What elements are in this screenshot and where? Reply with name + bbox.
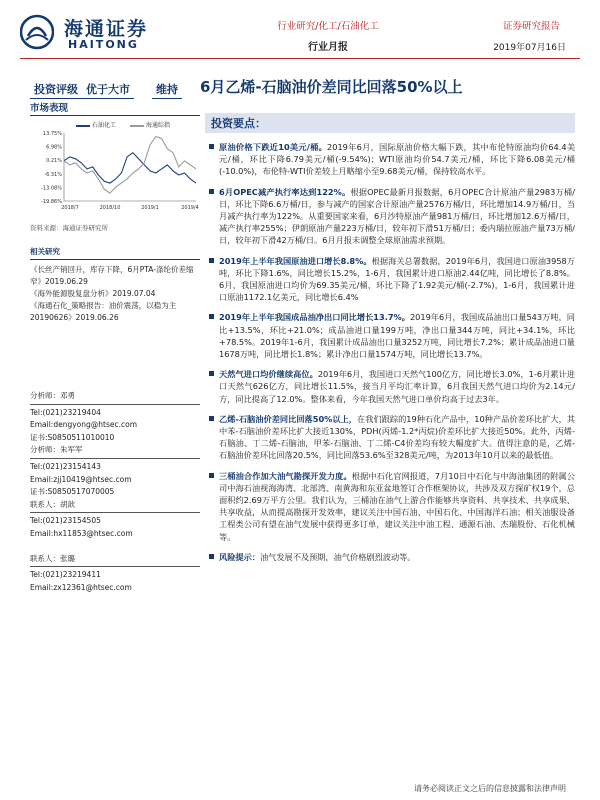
key-point [205,413,575,462]
analyst-tel: Tel:(021)23219411 [30,570,101,580]
page-title: 6月乙烯-石脑油价差同比回落50%以上 [200,78,463,96]
logo-en: HAITONG [68,38,139,51]
disclaimer-footer: 请务必阅读正文之后的信息披露和法律声明 [414,784,566,793]
x-tick-label: 2018/7 [61,205,79,211]
haitong-emblem-icon [20,14,54,50]
key-point [205,551,575,563]
y-tick-label: 0.21% [46,158,62,165]
header-divider [20,58,580,59]
x-tick-label: 2019/4 [181,205,199,211]
key-point [205,255,575,304]
key-point-title: 三桶油合作加大油气勘探开发力度。 [219,470,352,481]
key-point-text: 根据中石化官网报道，7月10日中石化与中海油集团的附属公司中海石油视海海湾、北部湾、南黄海和东亚盆地签订合作框架协议，共涉及双方探矿权19个，总面积约2.69万平方公里。我们认为，三桶油在油气上游合作能够共享资料、共享技术、共享成果、共享收益，从而提高勘探开发效率，建议关注中国石油、中国石化、中国海洋石油；相关油服设备工程类公司有望在油气发展中获得更多订单，建议关注中油工程、通源石油、杰瑞股份、石化机械等。 [219,470,575,542]
analyst-cert: 证书:S0850517070005 [30,487,115,497]
bullet-icon [209,314,214,319]
report-type: 行业月报 [308,42,348,53]
key-point-text: 2019年6月，国际原油价格大幅下跌，其中布伦特原油均价64.4美元/桶，环比下降6.79美元/桶(-9.54%)；WTI原油均价54.7美元/桶，环比下降6.08美元/桶(-10.0%)，布伦特-WTI价差较上月略缩小至9.68美元/桶，保持较高水平。 [219,142,576,177]
y-tick-label: -13.08% [41,185,62,192]
analyst-cert: 证书:S0850511010010 [30,432,115,442]
bullet-icon [209,554,214,559]
haitong-logo [20,14,180,54]
analyst-tel: Tel:(021)23154143 [30,461,101,471]
related-research [30,246,200,324]
chart-legend [76,120,200,129]
y-tick-label: 13.75% [42,131,62,137]
rating-label: 投资评级 [30,80,82,99]
analyst-email[interactable]: Email:zjj10419@htsec.com [30,474,132,484]
key-point-title: 6月OPEC减产执行率达到122%。 [219,186,351,197]
y-tick-label: 6.98% [46,144,62,151]
key-point [205,141,575,178]
report-date: 2019年07月16日 [493,43,566,53]
legend-item: 海通综指 [130,120,170,129]
category: 行业研究/化工/石油化工 [277,21,379,32]
series-line [64,153,196,183]
bullet-icon [209,144,214,149]
rating-status: 维持 [152,80,182,99]
key-point-text: 油气发展不及预期，油气价格剧烈波动等。 [259,551,416,562]
key-point [205,470,575,543]
key-point-title: 2019年上半年我国原油进口增长8.8%。 [219,255,372,266]
key-point [205,311,575,360]
analyst-email[interactable]: Email:zx12361@htsec.com [30,582,132,592]
analyst-email[interactable]: Email:hx11853@htsec.com [30,528,133,538]
related-heading: 相关研究 [30,246,200,260]
key-point-title: 天然气进口均价继续高位。 [219,369,318,380]
bullet-icon [209,371,214,376]
report-label: 证券研究报告 [502,21,560,32]
analyst-role: 分析师：朱军军 [30,445,83,455]
analyst-role: 分析师：邓勇 [30,391,75,400]
analyst-role: 联系人：胡歆 [30,499,75,509]
key-point-text: 2019年6月，我国成品油出口量543万吨，同比+13.5%，环比+21.0%；成品油进口量199万吨，净出口量344万吨，同比+34.1%，环比+78.5%。2019年1-6月，我国累计成品油出口量3252万吨，同比增长7.2%；累计成品油进口量1678万吨，同比增长1.8%；累计净出口量1574万吨，同比增长13.7%。 [219,312,575,360]
x-tick-label: 2019/1 [141,205,159,211]
related-item[interactable]: 《海通石化_策略报告：油价震荡，以稳为主20190626》2019.06.26 [30,301,177,322]
chart-source: 资料来源：海通证券研究所 [30,224,108,232]
key-point-title: 原油价格下跌近10美元/桶。 [219,142,328,152]
key-point-text: 根据OPEC最新月报数据，6月OPEC合计原油产量2983万桶/日，环比下降6.6万桶/日，参与减产的国家合计原油产量2576万桶/日，环比增加14.9万桶/日，当月减产执行率为122%。从重要国家来看，6月沙特原油产量981万桶/日，环比增加12.6万桶/日，减产执行率255%；伊朗原油产量223万桶/日，较年初下滑51万桶/日；委内瑞拉原油产量73万桶/日，较年初下滑42万桶/日。6月月报未调整全球原油需求预期。 [219,186,575,246]
key-point [205,186,575,247]
market-chart [30,129,200,215]
y-tick-label: -6.31% [44,171,62,178]
key-point-title: 2019年上半年我国成品油净出口同比增长13.7%。 [219,312,410,323]
left-column [30,100,200,324]
rating-box [30,80,182,99]
bullet-icon [209,189,214,194]
y-tick-label: -19.86% [41,199,62,205]
key-point-title: 乙烯-石脑油价差同比回落50%以上， [219,413,358,424]
key-points [205,113,575,571]
related-item[interactable]: 《长丝产销回升，库存下降，6月PTA-涤纶价差缩窄》2019.06.29 [30,265,194,286]
analyst-list [30,390,200,594]
bullet-icon [209,258,214,263]
legend-item: 石油化工 [76,120,116,129]
rating-value: 优于大市 [82,80,134,99]
market-heading: 市场表现 [30,100,200,116]
analyst-tel: Tel:(021)23154505 [30,516,101,526]
related-item[interactable]: 《海外能源股复盘分析》2019.07.04 [30,289,156,298]
analyst-role: 联系人：张璐 [30,553,75,563]
key-point-title: 风险提示： [219,551,260,562]
key-point-text: 在我们跟踪的19种石化产品中，10种产品价差环比扩大，其中苯-石脑油价差环比扩大接近130%，PDH(丙烯-1.2*丙烷)价差环比扩大接近50%。此外，丙烯-石脑油、丁二烯-石脑油，甲苯-石脑油、丁二烯-C4价差均有较大幅度扩大。值得注意的是，乙烯-石脑油价差环比回落20.5%，同比回落53.6%至328美元/吨，为2013年10月以来的最低值。 [219,413,575,461]
analyst-email[interactable]: Email:dengyong@htsec.com [30,420,138,430]
bullet-icon [209,473,214,478]
key-point [205,368,575,405]
key-points-heading: 投资要点： [205,113,575,133]
analyst-tel: Tel:(021)23219404 [30,407,101,417]
logo-cn: 海通证券 [64,18,149,40]
x-tick-label: 2018/10 [99,205,121,211]
key-point-text: 根据海关总署数据，2019年6月，我国进口原油3958万吨，环比下降1.6%，同比增长15.2%，1-6月，我国累计进口原油2.44亿吨，同比增长了8.8%。6月，我国原油进口均价为69.35美元/桶，环比下降了1.92美元/桶(-2.7%)，1-6月，我国累计进口原油1172.1亿美元，同比增长6.4% [219,255,575,303]
bullet-icon [209,416,214,421]
key-point-text: 2019年6月，我国进口天然气100亿方，同比增长3.0%，1-6月累计进口天然气626亿方，同比增长11.5%，接当月平均汇率计算，6月我国天然气进口均价为2.14元/方，同比提高了12.0%。整体来看，今年我国天然气进口单价均高于过去3年。 [219,369,575,404]
